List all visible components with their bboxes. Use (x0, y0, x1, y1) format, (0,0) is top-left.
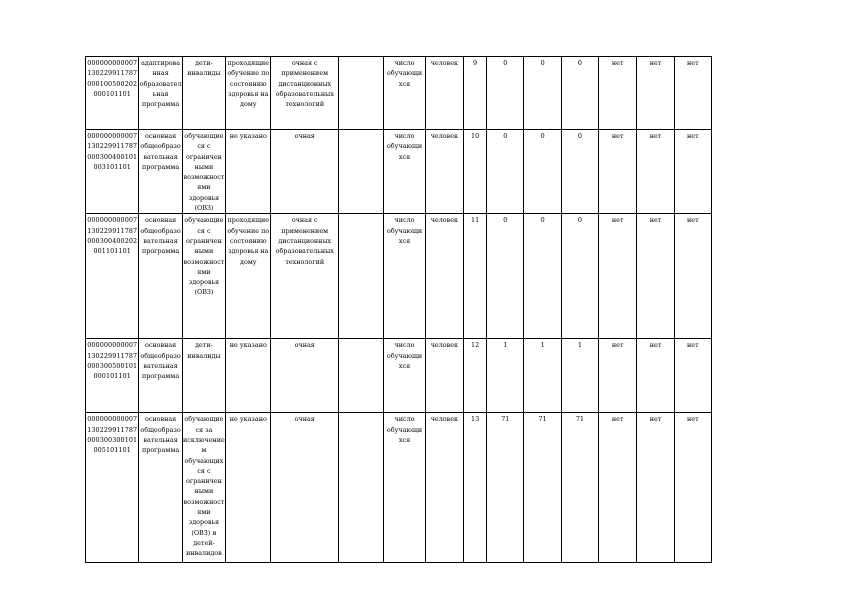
form-cell: очная (271, 339, 339, 413)
unit-cell: человек (425, 130, 463, 214)
value-cell-1: 0 (487, 214, 524, 339)
empty-cell (339, 130, 384, 214)
indicator-cell: число обучающи хся (384, 57, 425, 130)
value-cell-3: 1 (561, 339, 598, 413)
services-table (85, 56, 712, 563)
category-cell: обучающие ся с ограничен ными возможност ями здоровья (ОВЗ) (182, 130, 225, 214)
value-cell-1: 0 (487, 130, 524, 214)
flag-cell-2: нет (637, 130, 674, 214)
category-cell: дети- инвалиды (182, 339, 225, 413)
place-cell: не указано (226, 413, 271, 563)
flag-cell-2: нет (637, 57, 674, 130)
program-cell: основная общеобразо вательная программа (139, 214, 182, 339)
registry-code-cell: 000000000007 130229911787 000300400101 003101101 (86, 130, 139, 214)
table-row (86, 57, 712, 130)
value-cell-3: 0 (561, 57, 598, 130)
value-cell-1: 0 (487, 57, 524, 130)
number-cell: 10 (463, 130, 486, 214)
program-cell: адаптирова нная образовател ьная программа (139, 57, 182, 130)
empty-cell (339, 339, 384, 413)
table-row (86, 413, 712, 563)
table-row (86, 339, 712, 413)
flag-cell-3: нет (674, 339, 711, 413)
number-cell: 12 (463, 339, 486, 413)
program-cell: основная общеобразо вательная программа (139, 413, 182, 563)
indicator-cell: число обучающи хся (384, 339, 425, 413)
indicator-cell: число обучающи хся (384, 130, 425, 214)
empty-cell (339, 413, 384, 563)
number-cell: 11 (463, 214, 486, 339)
value-cell-3: 71 (561, 413, 598, 563)
flag-cell-2: нет (637, 214, 674, 339)
flag-cell-3: нет (674, 130, 711, 214)
value-cell-1: 71 (487, 413, 524, 563)
form-cell: очная (271, 413, 339, 563)
place-cell: проходящие обучение по состоянию здоровья на дому (226, 57, 271, 130)
flag-cell-3: нет (674, 57, 711, 130)
empty-cell (339, 57, 384, 130)
indicator-cell: число обучающи хся (384, 413, 425, 563)
flag-cell-1: нет (599, 413, 637, 563)
flag-cell-2: нет (637, 339, 674, 413)
flag-cell-3: нет (674, 413, 711, 563)
value-cell-2: 0 (524, 214, 561, 339)
value-cell-2: 71 (524, 413, 561, 563)
table-row (86, 130, 712, 214)
flag-cell-1: нет (599, 130, 637, 214)
form-cell: очная с применением дистанционных образовательных технологий (271, 57, 339, 130)
value-cell-3: 0 (561, 214, 598, 339)
flag-cell-3: нет (674, 214, 711, 339)
registry-code-cell: 000000000007 130229911787 000300500101 000101101 (86, 339, 139, 413)
place-cell: не указано (226, 130, 271, 214)
registry-code-cell: 000000000007 130229911787 000100500202 000101101 (86, 57, 139, 130)
registry-code-cell: 000000000007 130229911787 000300400202 001101101 (86, 214, 139, 339)
value-cell-1: 1 (487, 339, 524, 413)
registry-code-cell: 000000000007 130229911787 000300300101 005101101 (86, 413, 139, 563)
unit-cell: человек (425, 339, 463, 413)
indicator-cell: число обучающи хся (384, 214, 425, 339)
category-cell: обучающие ся за исключение м обучающих ся с ограничен ными возможност ями здоровья (ОВЗ) и детей- инвалидов (182, 413, 225, 563)
number-cell: 13 (463, 413, 486, 563)
unit-cell: человек (425, 214, 463, 339)
category-cell: дети- инвалиды (182, 57, 225, 130)
program-cell: основная общеобразо вательная программа (139, 339, 182, 413)
unit-cell: человек (425, 57, 463, 130)
category-cell: обучающие ся с ограничен ными возможност ями здоровья (ОВЗ) (182, 214, 225, 339)
flag-cell-1: нет (599, 57, 637, 130)
place-cell: проходящие обучение по состоянию здоровья на дому (226, 214, 271, 339)
number-cell: 9 (463, 57, 486, 130)
value-cell-2: 1 (524, 339, 561, 413)
empty-cell (339, 214, 384, 339)
form-cell: очная (271, 130, 339, 214)
unit-cell: человек (425, 413, 463, 563)
value-cell-2: 0 (524, 57, 561, 130)
flag-cell-1: нет (599, 214, 637, 339)
program-cell: основная общеобразо вательная программа (139, 130, 182, 214)
form-cell: очная с применением дистанционных образовательных технологий (271, 214, 339, 339)
flag-cell-1: нет (599, 339, 637, 413)
table-row (86, 214, 712, 339)
value-cell-2: 0 (524, 130, 561, 214)
flag-cell-2: нет (637, 413, 674, 563)
place-cell: не указано (226, 339, 271, 413)
value-cell-3: 0 (561, 130, 598, 214)
